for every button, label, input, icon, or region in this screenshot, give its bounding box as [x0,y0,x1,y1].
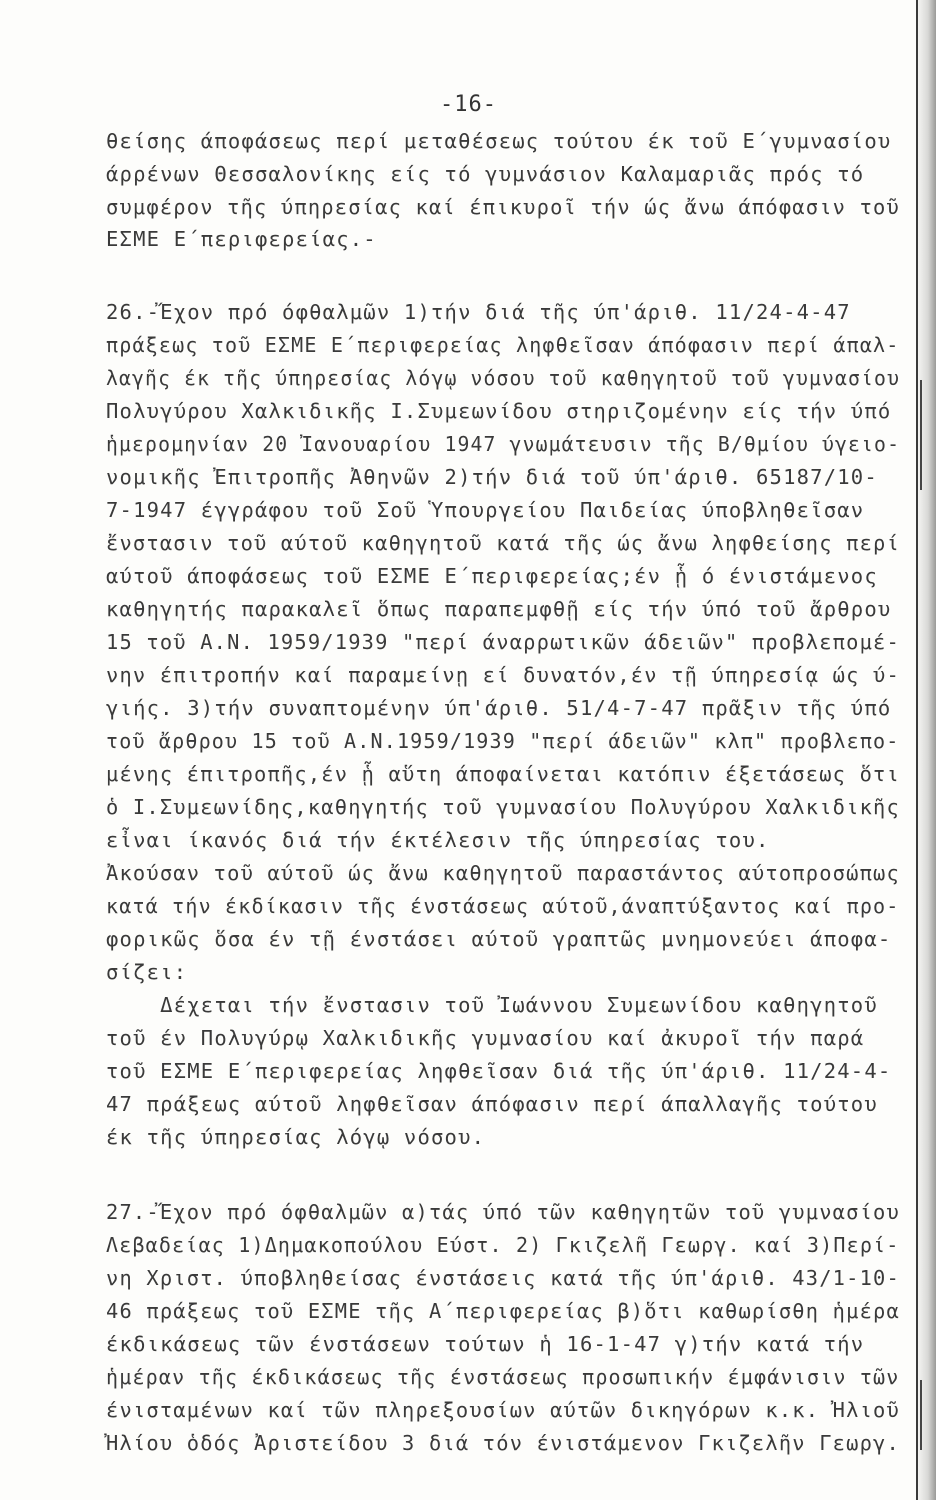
text-line: Ἀκούσαν τοῦ αύτοῦ ώς ἄνω καθηγητοῦ παραστάντος αύτοπροσώπως [106,861,900,885]
text-line: Πολυγύρου Χαλκιδικῆς Ι.Συμεωνίδου στηριζομένην είς τήν ύπό [106,399,892,423]
text-line: λαγῆς έκ τῆς ύπηρεσίας λόγῳ νόσου τοῦ καθηγητοῦ τοῦ γυμνασίου [106,366,901,390]
text-line: τοῦ ΕΣΜΕ Ε΄περιφερείας ληφθεῖσαν διά τῆς ύπ'άριθ. 11/24-4- [106,1059,892,1083]
text-line: 7-1947 έγγράφου τοῦ Σοῦ Ὑπουργείου Παιδείας ύποβληθεῖσαν [106,498,865,522]
text-line: μένης έπιτροπῆς,έν ᾗ αὕτη άποφαίνεται κατόπιν έξετάσεως ὅτι [106,762,900,786]
text-line: νην έπιτροπήν καί παραμείνῃ εί δυνατόν,έν τῇ ύπηρεσίᾳ ώς ύ- [106,663,900,687]
text-line: 26.-Ἔχον πρό όφθαλμῶν 1)τήν διά τῆς ύπ'άριθ. 11/24-4-47 [106,300,851,324]
text-line: Λεβαδείας 1)Δημακοπούλου Εύστ. 2) Γκιζελῆ Γεωργ. καί 3)Περί- [106,1233,900,1257]
margin-mark [920,380,922,490]
text-line: Δέχεται τήν ἔνστασιν τοῦ Ἰωάννου Συμεωνίδου καθηγητοῦ [106,993,878,1017]
text-line: 47 πράξεως αύτοῦ ληφθεῖσαν άπόφασιν περί άπαλλαγῆς τούτου [106,1092,878,1116]
text-line: καθηγητής παρακαλεῖ ὅπως παραπεμφθῇ είς τήν ύπό τοῦ ἄρθρου [106,597,892,621]
text-line: νομικῆς Ἐπιτροπῆς Ἀθηνῶν 2)τήν διά τοῦ ύπ'άριθ. 65187/10- [106,465,878,489]
page-edge-shadow [918,0,936,1500]
text-line: πράξεως τοῦ ΕΣΜΕ Ε΄περιφερείας ληφθεῖσαν άπόφασιν περί άπαλ- [106,333,900,357]
text-line: 15 τοῦ Α.Ν. 1959/1939 "περί άναρρωτικῶν άδειῶν" προβλεπομέ- [106,630,900,654]
text-line: ἔνστασιν τοῦ αύτοῦ καθηγητοῦ κατά τῆς ώς ἄνω ληφθείσης περί [106,531,900,555]
text-line: 27.-Ἔχον πρό όφθαλμῶν α)τάς ύπό τῶν καθηγητῶν τοῦ γυμνασίου [106,1200,900,1224]
text-line: έκ τῆς ύπηρεσίας λόγῳ νόσου. [106,1125,486,1149]
text-line: σίζει: [106,960,188,984]
text-line: 46 πράξεως τοῦ ΕΣΜΕ τῆς Α΄περιφερείας β)ὅτι καθωρίσθη ἡμέρα [106,1299,900,1323]
text-line: εἶναι ίκανός διά τήν έκτέλεσιν τῆς ύπηρεσίας του. [106,828,770,852]
text-line: νη Χριστ. ύποβληθείσας ένστάσεις κατά τῆς ύπ'άριθ. 43/1-10- [106,1266,900,1290]
text-line: αύτοῦ άποφάσεως τοῦ ΕΣΜΕ Ε΄περιφερείας;έν ᾗ ό ένιστάμενος [106,564,878,588]
margin-mark [920,1380,922,1450]
text-line: ὁ Ι.Συμεωνίδης,καθηγητής τοῦ γυμνασίου Πολυγύρου Χαλκιδικῆς [106,795,900,819]
text-line: έκδικάσεως τῶν ένστάσεων τούτων ἡ 16-1-47 γ)τήν κατά τήν [106,1332,865,1356]
text-line: ένισταμένων καί τῶν πληρεξουσίων αύτῶν δικηγόρων κ.κ. Ἠλιοῦ [106,1398,900,1422]
text-line: συμφέρον τῆς ύπηρεσίας καί έπικυροῖ τήν ώς ἄνω άπόφασιν τοῦ [106,195,900,219]
page-number: -16- [440,92,497,117]
text-line: ἡμέραν τῆς έκδικάσεως τῆς ένστάσεως προσωπικήν έμφάνισιν τῶν [106,1365,900,1389]
text-line: φορικῶς ὅσα έν τῇ ένστάσει αύτοῦ γραπτῶς μνημονεύει άποφα- [106,927,892,951]
text-line: γιής. 3)τήν συναπτομένην ύπ'άριθ. 51/4-7-47 πρᾶξιν τῆς ύπό [106,696,892,720]
text-line: ἡμερομηνίαν 20 Ἰανουαρίου 1947 γνωμάτευσιν τῆς Β/θμίου ύγειο- [106,432,901,456]
text-line: τοῦ έν Πολυγύρῳ Χαλκιδικῆς γυμνασίου καί ἀκυροῖ τήν παρά [106,1026,865,1050]
text-line: κατά τήν έκδίκασιν τῆς ένστάσεως αύτοῦ,άναπτύξαντος καί προ- [106,894,900,918]
text-line: άρρένων Θεσσαλονίκης είς τό γυμνάσιον Καλαμαριᾶς πρός τό [106,162,865,186]
text-line: τοῦ ἄρθρου 15 τοῦ Α.Ν.1959/1939 "περί άδειῶν" κλπ" προβλεπο- [106,729,900,753]
text-line: Ἠλίου ὁδός Ἀριστείδου 3 διά τόν ένιστάμενον Γκιζελῆν Γεωργ. [106,1431,900,1455]
text-line: θείσης άποφάσεως περί μεταθέσεως τούτου έκ τοῦ Ε΄γυμνασίου [106,129,892,153]
text-line: ΕΣΜΕ Ε΄περιφερείας.- [106,227,377,251]
